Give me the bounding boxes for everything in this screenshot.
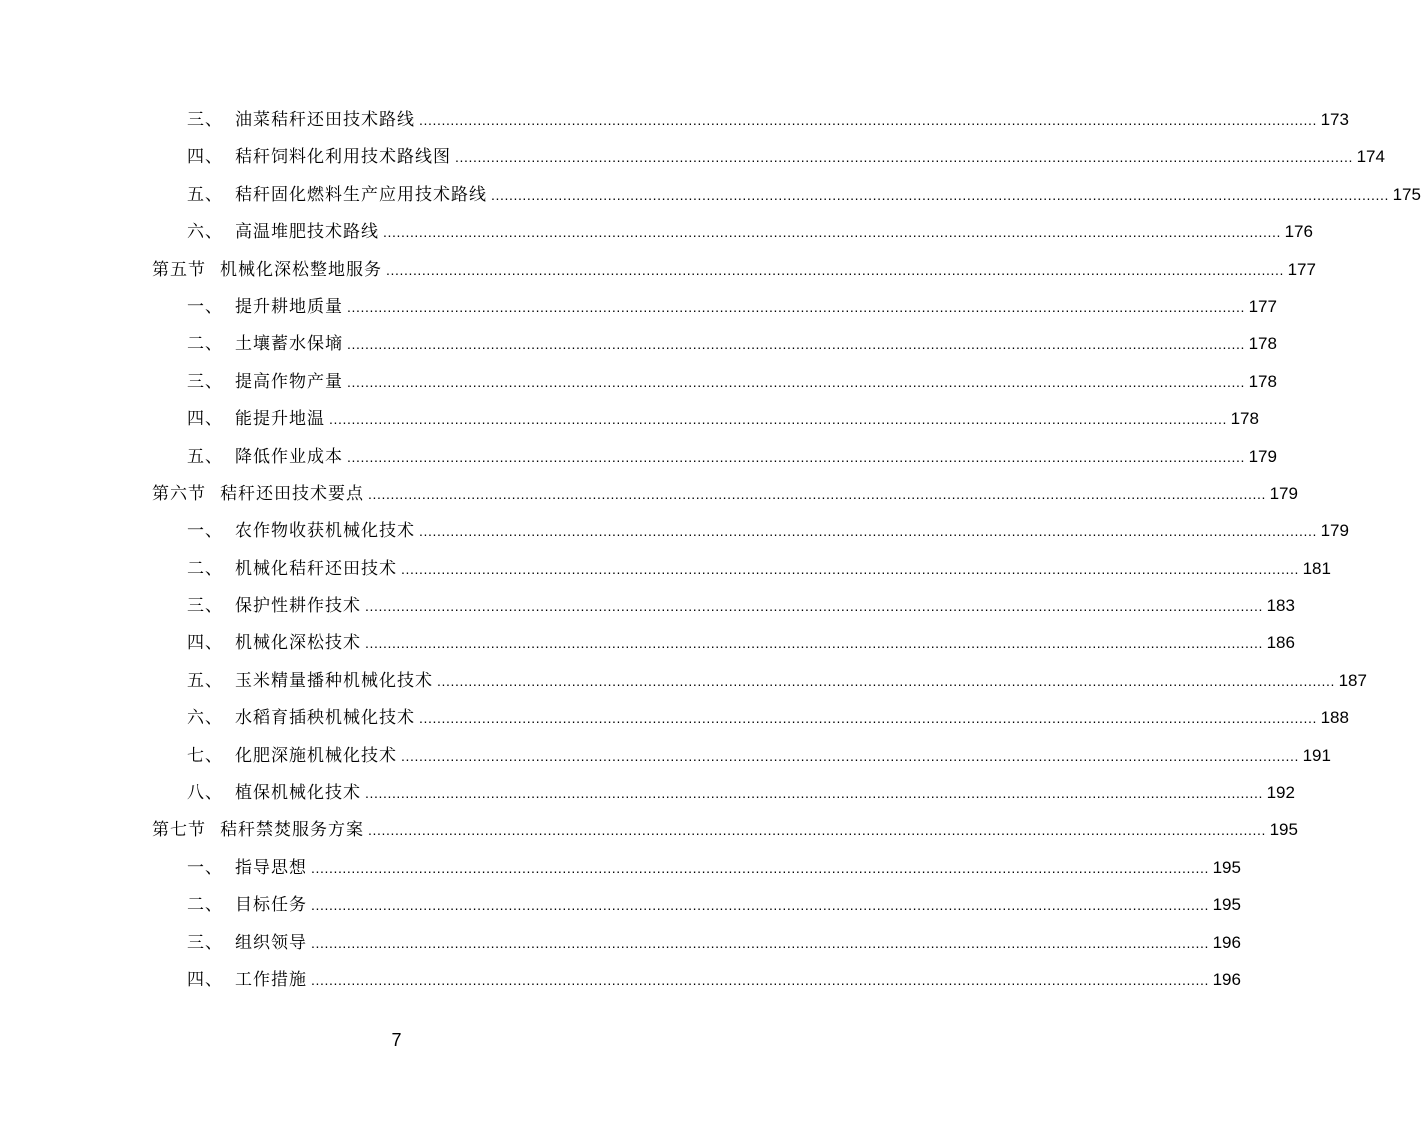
toc-entry-page: 179	[1320, 521, 1349, 541]
toc-subsection-entry[interactable]	[0, 736, 1331, 773]
toc-subsection-entry[interactable]	[0, 623, 1295, 660]
toc-entry-number: 五、	[187, 670, 223, 691]
toc-entry-page: 176	[1284, 222, 1313, 242]
toc-entry-page: 174	[1356, 147, 1385, 167]
toc-entry-page: 188	[1320, 708, 1349, 728]
toc-entry-number: 三、	[187, 110, 223, 130]
toc-entry-number: 三、	[187, 596, 223, 617]
toc-entry-page: 191	[1302, 745, 1331, 765]
toc-subsection-entry[interactable]	[0, 549, 1331, 586]
toc-entry-number: 第六节	[152, 483, 206, 504]
toc-dot-leader: ........................................................................................................................................................................................................	[401, 747, 1299, 764]
toc-dot-leader: ........................................................................................................................................................................................................	[329, 411, 1227, 428]
toc-subsection-entry[interactable]	[0, 100, 1349, 137]
toc-entry-title: 玉米精量播种机械化技术	[235, 670, 433, 691]
toc-entry-page: 195	[1269, 820, 1298, 840]
toc-entry-title: 机械化深松技术	[235, 633, 361, 654]
toc-subsection-entry[interactable]	[0, 511, 1349, 548]
toc-dot-leader: ........................................................................................................................................................................................................	[368, 485, 1266, 502]
toc-entry-title: 秸秆固化燃料生产应用技术路线	[235, 184, 487, 205]
toc-entry-page: 179	[1248, 446, 1277, 466]
toc-entry-number: 一、	[187, 857, 223, 878]
toc-entry-title: 指导思想	[235, 857, 307, 878]
toc-entry-title: 秸秆禁焚服务方案	[220, 820, 364, 841]
toc-entry-number: 四、	[187, 147, 223, 168]
toc-subsection-entry[interactable]	[0, 287, 1277, 324]
toc-dot-leader: ........................................................................................................................................................................................................	[365, 785, 1263, 802]
toc-entry-title: 降低作业成本	[235, 446, 343, 467]
toc-entry-page: 173	[1320, 110, 1349, 129]
toc-dot-leader: ........................................................................................................................................................................................................	[455, 149, 1353, 166]
toc-subsection-entry[interactable]	[0, 960, 1241, 997]
toc-dot-leader: ........................................................................................................................................................................................................	[347, 373, 1245, 390]
toc-dot-leader: ........................................................................................................................................................................................................	[365, 598, 1263, 615]
toc-subsection-entry[interactable]	[0, 923, 1241, 960]
toc-entry-page: 177	[1287, 259, 1316, 279]
toc-entry-page: 196	[1212, 969, 1241, 989]
toc-entry-number: 六、	[187, 222, 223, 243]
toc-entry-title: 水稻育插秧机械化技术	[235, 708, 415, 729]
toc-entry-title: 能提升地温	[235, 409, 325, 430]
toc-entry-page: 178	[1248, 371, 1277, 391]
toc-entry-title: 目标任务	[235, 895, 307, 916]
toc-entry-number: 第五节	[152, 259, 206, 280]
toc-entry-number: 六、	[187, 708, 223, 729]
toc-dot-leader: ........................................................................................................................................................................................................	[401, 560, 1299, 577]
toc-entry-title: 组织领导	[235, 932, 307, 953]
toc-entry-page: 178	[1248, 334, 1277, 354]
toc-entry-title: 农作物收获机械化技术	[235, 521, 415, 542]
toc-entry-page: 192	[1266, 783, 1295, 803]
toc-entry-number: 四、	[187, 633, 223, 654]
toc-entry-number: 五、	[187, 184, 223, 205]
toc-entry-title: 提高作物产量	[235, 371, 343, 392]
toc-entry-page: 187	[1338, 670, 1367, 690]
toc-dot-leader: ........................................................................................................................................................................................................	[419, 710, 1317, 727]
toc-entry-number: 二、	[187, 558, 223, 579]
toc-section-entry[interactable]	[0, 474, 1298, 511]
toc-subsection-entry[interactable]	[0, 848, 1241, 885]
page-number: 7	[391, 1030, 402, 1050]
toc-subsection-entry[interactable]	[0, 885, 1241, 922]
toc-entry-page: 186	[1266, 633, 1295, 653]
toc-subsection-entry[interactable]	[0, 773, 1295, 810]
toc-entry-title: 保护性耕作技术	[235, 596, 361, 617]
toc-dot-leader: ........................................................................................................................................................................................................	[419, 112, 1317, 128]
toc-entry-page: 181	[1302, 558, 1331, 578]
toc-section-entry[interactable]	[0, 810, 1298, 847]
toc-entry-page: 195	[1212, 895, 1241, 915]
toc-subsection-entry[interactable]	[0, 399, 1259, 436]
toc-dot-leader: ........................................................................................................................................................................................................	[383, 224, 1281, 241]
toc-dot-leader: ........................................................................................................................................................................................................	[311, 971, 1209, 988]
toc-subsection-entry[interactable]	[0, 661, 1367, 698]
toc-entry-page: 195	[1212, 857, 1241, 877]
toc-dot-leader: ........................................................................................................................................................................................................	[419, 523, 1317, 540]
toc-entry-title: 秸秆还田技术要点	[220, 483, 364, 504]
toc-entry-title: 油菜秸秆还田技术路线	[235, 110, 415, 130]
toc-dot-leader: ........................................................................................................................................................................................................	[347, 448, 1245, 465]
toc-entry-title: 植保机械化技术	[235, 783, 361, 804]
toc-entry-title: 机械化深松整地服务	[220, 259, 382, 280]
toc-dot-leader: ........................................................................................................................................................................................................	[347, 298, 1245, 315]
toc-entry-number: 二、	[187, 895, 223, 916]
toc-entry-number: 八、	[187, 783, 223, 804]
toc-entry-number: 四、	[187, 409, 223, 430]
toc-entry-title: 提升耕地质量	[235, 296, 343, 317]
toc-subsection-entry[interactable]	[0, 175, 1421, 212]
toc-dot-leader: ........................................................................................................................................................................................................	[311, 897, 1209, 914]
toc-entry-number: 三、	[187, 932, 223, 953]
toc-entry-number: 四、	[187, 969, 223, 990]
toc-entry-page: 177	[1248, 296, 1277, 316]
toc-dot-leader: ........................................................................................................................................................................................................	[368, 822, 1266, 839]
toc-entry-number: 二、	[187, 334, 223, 355]
toc-dot-leader: ........................................................................................................................................................................................................	[311, 934, 1209, 951]
table-of-contents	[0, 100, 1421, 997]
toc-entry-number: 第七节	[152, 820, 206, 841]
toc-dot-leader: ........................................................................................................................................................................................................	[491, 186, 1389, 203]
toc-dot-leader: ........................................................................................................................................................................................................	[365, 635, 1263, 652]
toc-entry-page: 179	[1269, 483, 1298, 503]
toc-entry-page: 175	[1392, 184, 1421, 204]
toc-entry-title: 机械化秸秆还田技术	[235, 558, 397, 579]
toc-entry-title: 化肥深施机械化技术	[235, 745, 397, 766]
toc-subsection-entry[interactable]	[0, 324, 1277, 361]
toc-subsection-entry[interactable]	[0, 137, 1385, 174]
toc-entry-number: 七、	[187, 745, 223, 766]
toc-entry-title: 秸秆饲料化利用技术路线图	[235, 147, 451, 168]
toc-entry-page: 196	[1212, 932, 1241, 952]
toc-section-entry[interactable]	[0, 250, 1316, 287]
toc-entry-title: 土壤蓄水保墒	[235, 334, 343, 355]
toc-entry-number: 三、	[187, 371, 223, 392]
toc-entry-page: 183	[1266, 596, 1295, 616]
toc-entry-title: 工作措施	[235, 969, 307, 990]
toc-subsection-entry[interactable]	[0, 362, 1277, 399]
toc-entry-title: 高温堆肥技术路线	[235, 222, 379, 243]
toc-entry-number: 一、	[187, 296, 223, 317]
toc-dot-leader: ........................................................................................................................................................................................................	[311, 859, 1209, 876]
toc-subsection-entry[interactable]	[0, 698, 1349, 735]
toc-entry-number: 一、	[187, 521, 223, 542]
toc-entry-page: 178	[1230, 409, 1259, 429]
toc-entry-number: 五、	[187, 446, 223, 467]
toc-subsection-entry[interactable]	[0, 437, 1277, 474]
toc-subsection-entry[interactable]	[0, 586, 1295, 623]
toc-dot-leader: ........................................................................................................................................................................................................	[386, 261, 1284, 278]
toc-dot-leader: ........................................................................................................................................................................................................	[437, 672, 1335, 689]
toc-subsection-entry[interactable]	[0, 212, 1313, 249]
toc-dot-leader: ........................................................................................................................................................................................................	[347, 336, 1245, 353]
